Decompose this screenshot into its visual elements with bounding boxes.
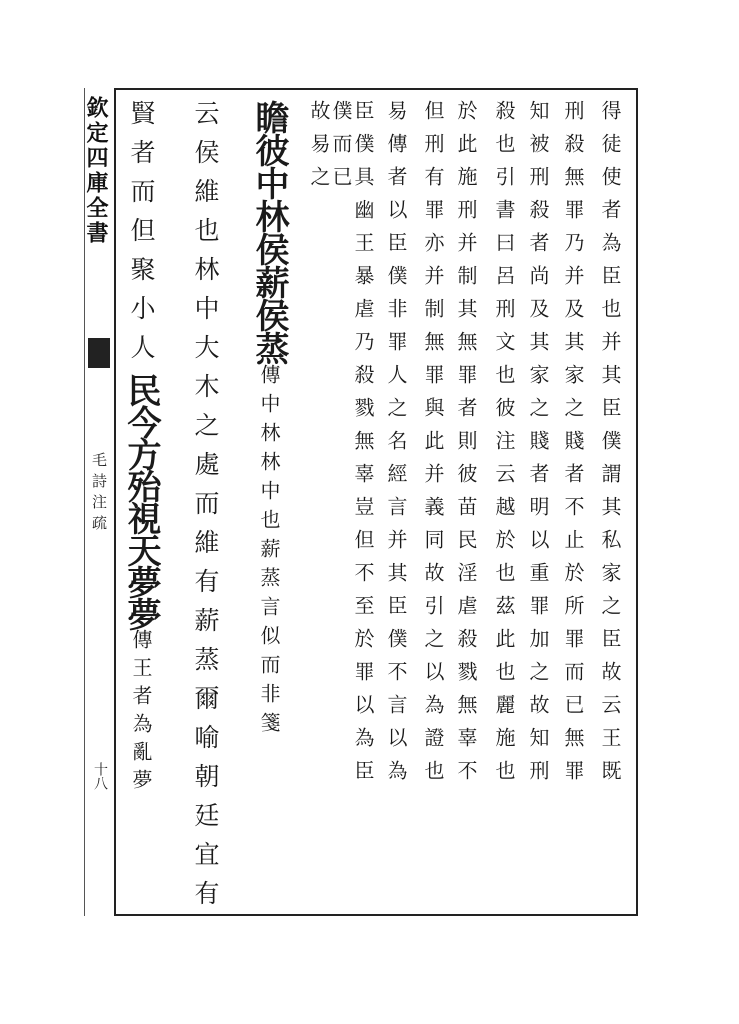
text-column-6: 但刑有罪亦并制無罪與此并義同故引之以為證也 — [421, 100, 445, 793]
book-banner: 欽定四庫全書 — [83, 96, 109, 246]
text-column-9: 僕而已 — [329, 100, 353, 199]
commentary-text-3: 傳王者為亂夢 — [129, 629, 153, 797]
text-column-13 — [121, 100, 161, 797]
text-column-8: 臣僕具幽王暴虐乃殺戮無辜豈但不至於罪以為臣 — [351, 100, 375, 793]
commentary-text: 傳中林林中也薪蒸言似而非箋 — [257, 364, 281, 741]
banner-mark — [88, 338, 110, 368]
text-column-1: 得徒使者為臣也并其臣僕謂其私家之臣故云王既 — [598, 100, 622, 793]
text-column-2: 刑殺無罪乃并及其家之賤者不止於所罪而已無罪 — [561, 100, 585, 793]
text-column-3: 知被刑殺者尚及其家之賤者明以重罪加之故知刑 — [526, 100, 550, 793]
text-column-5: 於此施刑并制其無罪者則彼苗民淫虐殺戮無辜不 — [454, 100, 478, 793]
book-title: 毛詩注疏 — [90, 452, 108, 536]
text-column-4: 殺也引書曰呂刑文也彼注云越於也茲此也麗施也 — [492, 100, 516, 793]
verse-text-2: 民今方殆視天夢夢 — [121, 373, 161, 629]
page-number: 十八 — [92, 762, 108, 790]
verse-column — [249, 100, 289, 741]
text-column-7: 易傳者以臣僕非罪人之名經言并其臣僕不言以為 — [384, 100, 408, 793]
text-column-10: 故易之 — [307, 100, 331, 199]
text-column-12: 云侯維也林中大木之處而維有薪蒸爾喻朝廷宜有 — [191, 100, 220, 919]
commentary-text-2: 賢者而但聚小人 — [127, 100, 156, 373]
verse-text: 瞻彼中林侯薪侯蒸 — [249, 100, 289, 364]
